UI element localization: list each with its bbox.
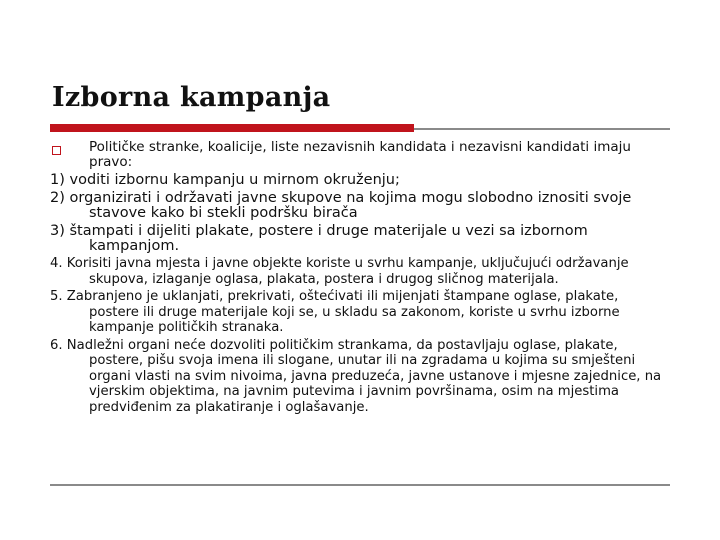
intro-text: Političke stranke, koalicije, liste nezavisnih kandidata i nezavisni kandidati imaju pravo: (89, 139, 631, 170)
intro-bullet (50, 140, 670, 170)
list-item: 4. Korisiti javna mjesta i javne objekte koriste u svrhu kampanje, uključujući održavanje skupova, izlaganje oglasa, plakata, postera i drugog sličnog materijala. (50, 256, 629, 287)
title-accent-bar (50, 124, 414, 132)
slide-title: Izborna kampanja (52, 82, 331, 113)
list-item: 3) štampati i dijeliti plakate, postere i druge materijale u vezi sa izbornom kampanjom. (50, 223, 588, 254)
hollow-square-bullet-icon (52, 146, 61, 155)
slide-body (50, 140, 670, 415)
list-item: 6. Nadležni organi neće dozvoliti političkim strankama, da postavljaju oglase, plakate, postere, pišu svoja imena ili slogane, unutar ili na zgradama u kojima su smješteni organi vlasti na svim nivoima, javna preduzeća, javne ustanove i mjesne zajednice, na vjerskim objektima, na javnim putevima i javnim površinama, osim na mjestima predviđenim za plakatiranje i oglašavanje. (50, 337, 662, 415)
bottom-divider (50, 484, 670, 486)
list-item: 5. Zabranjeno je uklanjati, prekrivati, oštećivati ili mijenjati štampane oglase, plakate, postere ili druge materijale koji se, u skladu sa zakonom, koriste u svrhu izborne kampanje političkih stranaka. (50, 289, 620, 335)
list-item: 1) voditi izbornu kampanju u mirnom okruženju; (50, 172, 400, 188)
list-item: 2) organizirati i održavati javne skupove na kojima mogu slobodno iznositi svoje stavove kako bi stekli podršku birača (50, 190, 632, 221)
